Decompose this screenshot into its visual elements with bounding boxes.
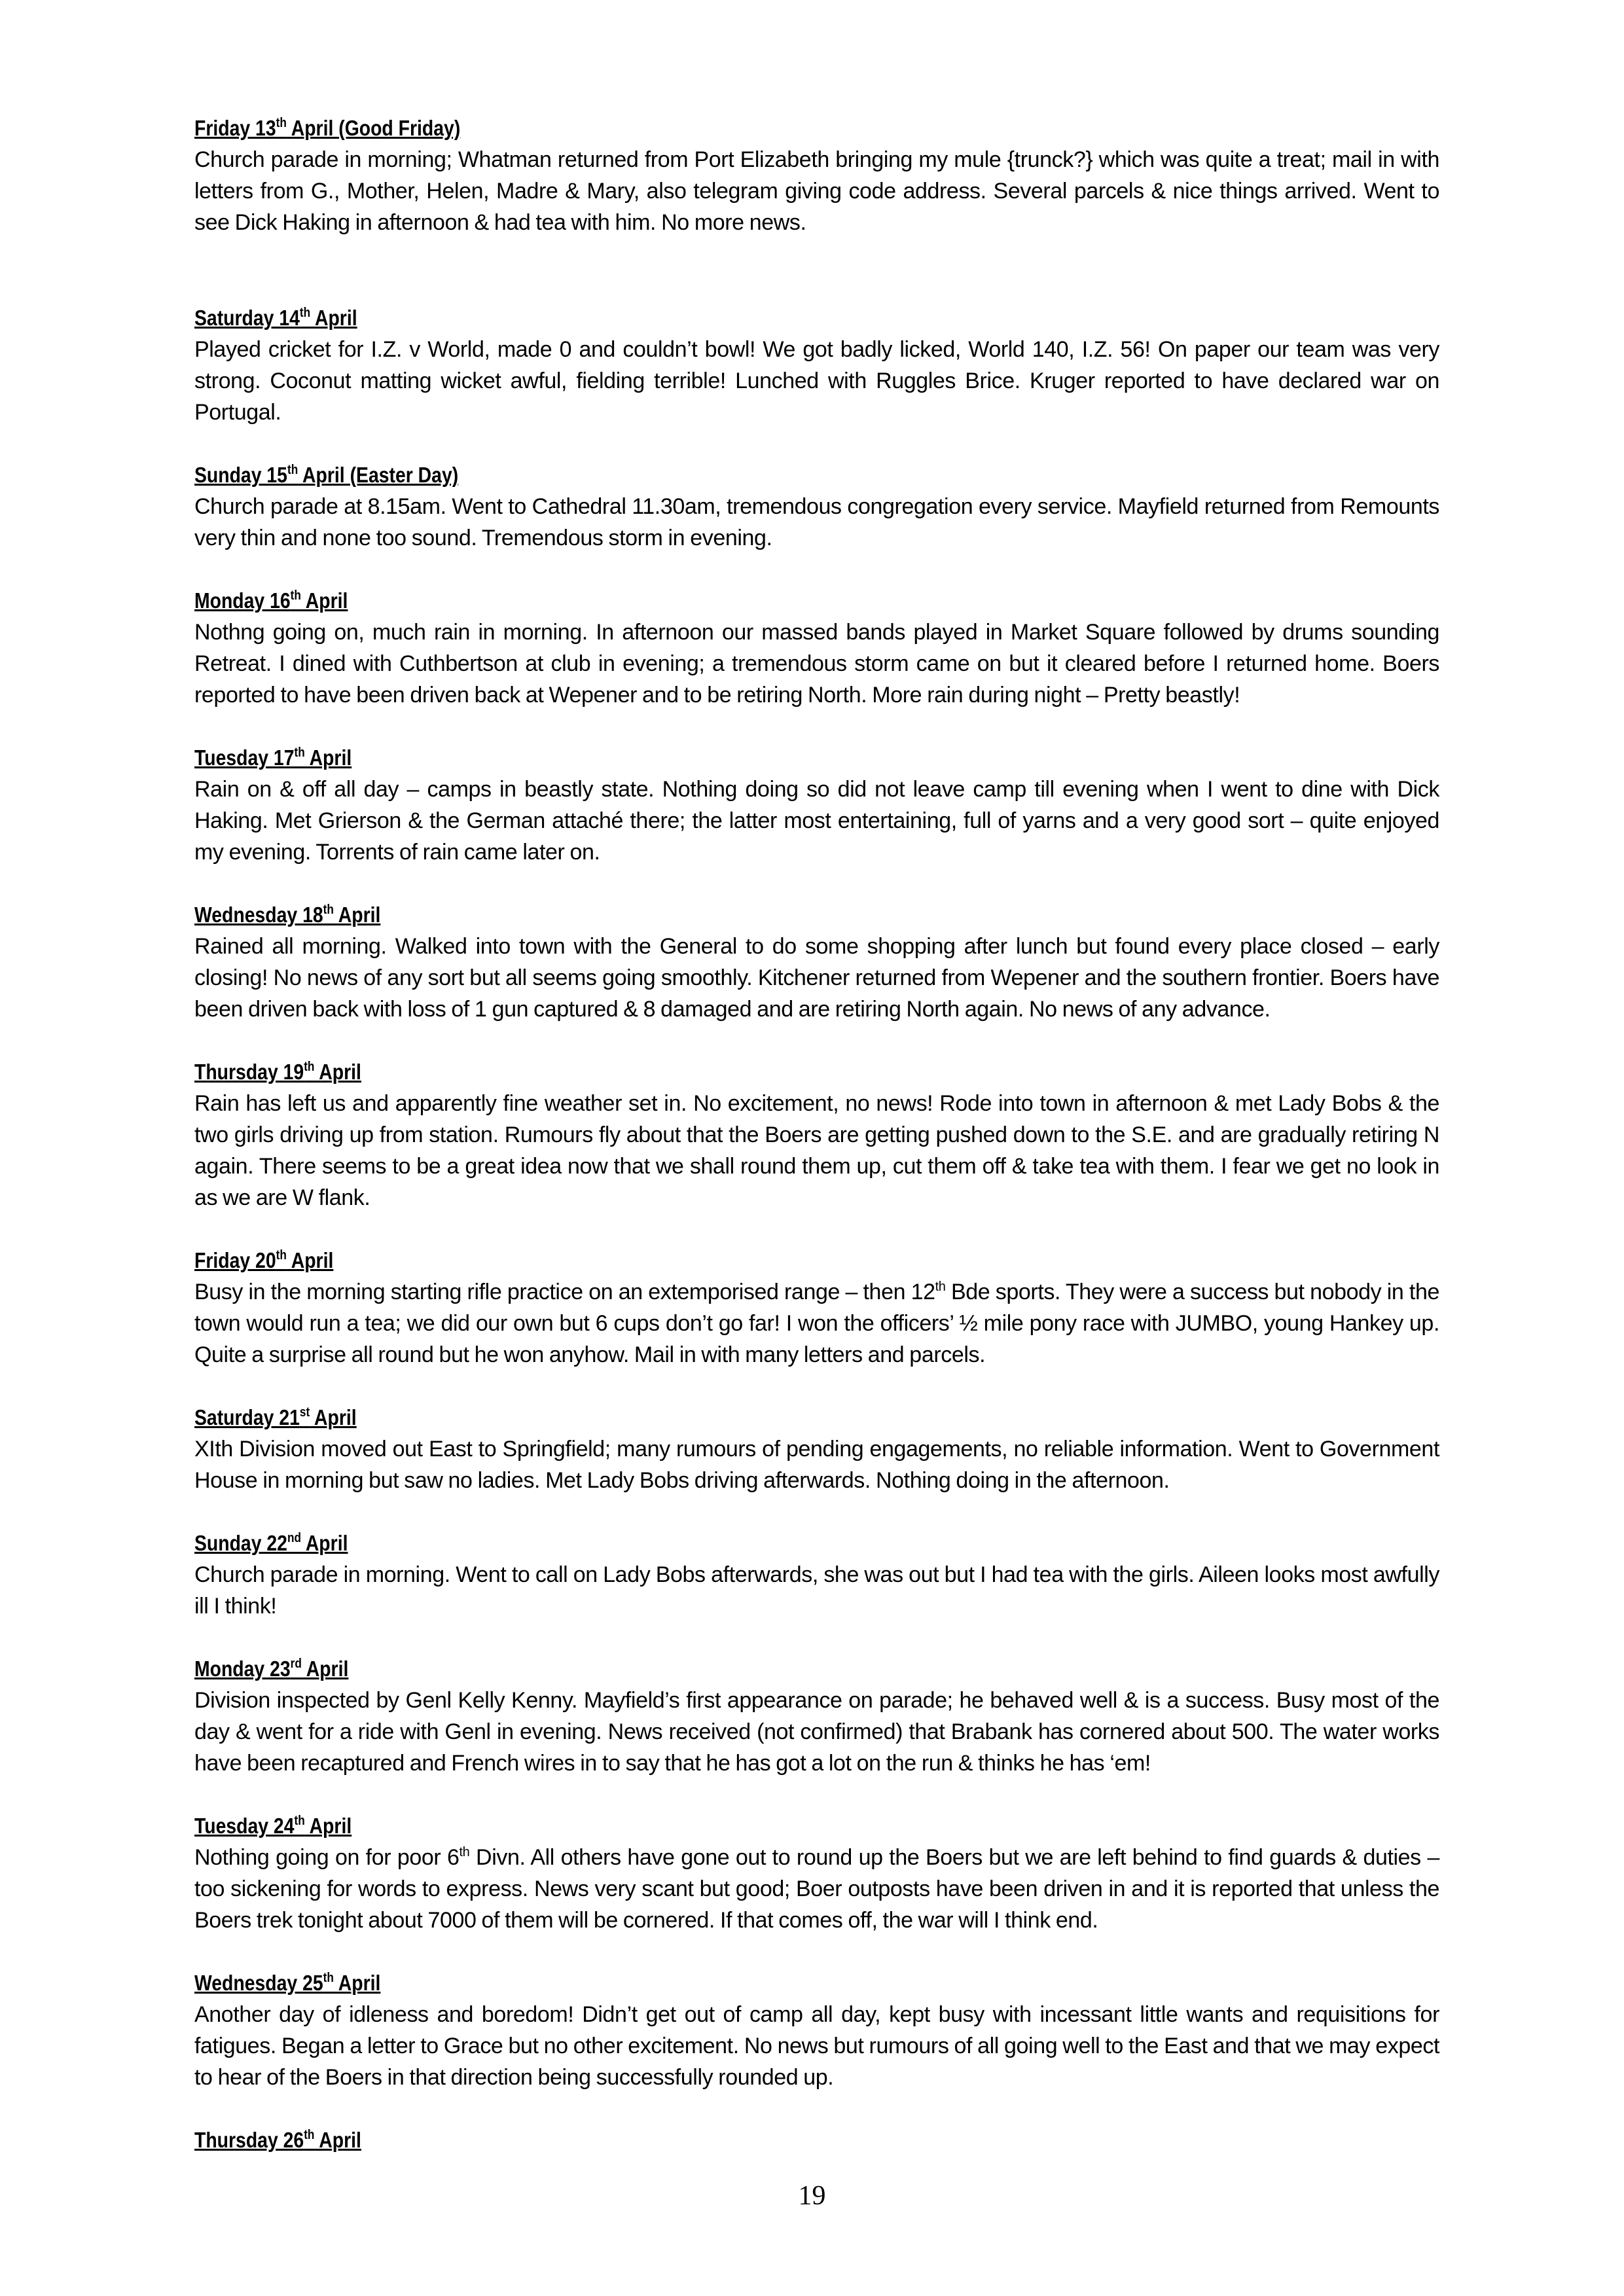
diary-page [194, 113, 1439, 2156]
entry-text: Division inspected by Genl Kelly Kenny. Mayfield’s first appearance on parade; he behaved well & is a success. Busy most of the day & went for a ride with Genl in evening. News received (not confirmed) that Brabank has cornered about 500. The water works have been recaptured and French wires in to say that he has got a lot on the run & thinks he has ‘em! [194, 1688, 1439, 1776]
entry-text: Church parade in morning. Went to call on Lady Bobs afterwards, she was out but I had tea with the girls. Aileen looks most awfully ill I think! [194, 1562, 1439, 1619]
entry-heading: Thursday 26th April [194, 2128, 361, 2152]
entry-heading: Wednesday 18th April [194, 903, 381, 927]
entry-text: Played cricket for I.Z. v World, made 0 and couldn’t bowl! We got badly licked, World 140, I.Z. 56! On paper our team was very strong. Coconut matting wicket awful, fielding terrible! Lunched with Ruggles Brice. Kruger reported to have declared war on Portugal. [194, 337, 1439, 425]
diary-entry [194, 1528, 1439, 1622]
diary-entry [194, 585, 1439, 711]
diary-entry [194, 1056, 1439, 1213]
diary-entry [194, 1402, 1439, 1496]
entry-heading: Sunday 15th April (Easter Day) [194, 463, 459, 487]
diary-entry [194, 742, 1439, 868]
entry-text: Rain has left us and apparently fine weather set in. No excitement, no news! Rode into town in afternoon & met Lady Bobs & the two girls driving up from station. Rumours fly about that the Boers are getting pushed down to the S.E. and are gradually retiring N again. There seems to be a great idea now that we shall round them up, cut them off & take tea with them. I fear we get no look in as we are W flank. [194, 1091, 1439, 1210]
diary-entry [194, 2125, 1439, 2156]
diary-entry [194, 302, 1439, 428]
entry-heading: Sunday 22nd April [194, 1531, 348, 1555]
diary-entry [194, 1810, 1439, 1936]
diary-entry [194, 1653, 1439, 1779]
entry-text: Rain on & off all day – camps in beastly state. Nothing doing so did not leave camp till evening when I went to dine with Dick Haking. Met Grierson & the German attaché there; the latter most entertaining, full of yarns and a very good sort – quite enjoyed my evening. Torrents of rain came later on. [194, 777, 1439, 865]
entry-heading: Saturday 21st April [194, 1405, 357, 1429]
entry-heading: Friday 20th April [194, 1248, 334, 1272]
entry-heading: Monday 23rd April [194, 1657, 349, 1681]
entry-text: Another day of idleness and boredom! Didn’t get out of camp all day, kept busy with incessant little wants and requisitions for fatigues. Began a letter to Grace but no other excitement. No news but rumours of all going well to the East and that we may expect to hear of the Boers in that direction being successfully rounded up. [194, 2002, 1439, 2090]
diary-entry [194, 1967, 1439, 2093]
diary-entry [194, 899, 1439, 1025]
page-number: 19 [798, 2181, 826, 2211]
entry-heading: Tuesday 24th April [194, 1814, 352, 1838]
diary-entry [194, 459, 1439, 554]
entry-text: Church parade in morning; Whatman returned from Port Elizabeth bringing my mule {trunck?} which was quite a treat; mail in with letters from G., Mother, Helen, Madre & Mary, also telegram giving code address. Several parcels & nice things arrived. Went to see Dick Haking in afternoon & had tea with him. No more news. [194, 147, 1439, 235]
entry-text: Nothing going on for poor 6th Divn. All others have gone out to round up the Boers but we are left behind to find guards & duties – too sickening for words to express. News very scant but good; Boer outposts have been driven in and it is reported that unless the Boers trek tonight about 7000 of them will be cornered. If that comes off, the war will I think end. [194, 1845, 1439, 1933]
entry-text: Rained all morning. Walked into town with the General to do some shopping after lunch but found every place closed – early closing! No news of any sort but all seems going smoothly. Kitchener returned from Wepener and the southern frontier. Boers have been driven back with loss of 1 gun captured & 8 damaged and are retiring North again. No news of any advance. [194, 934, 1439, 1022]
entry-heading: Saturday 14th April [194, 306, 357, 330]
entry-heading: Monday 16th April [194, 588, 348, 613]
entry-text: Busy in the morning starting rifle practice on an extemporised range – then 12th Bde sports. They were a success but nobody in the town would run a tea; we did our own but 6 cups don’t go far! I won the officers’ ½ mile pony race with JUMBO, young Hankey up. Quite a surprise all round but he won anyhow. Mail in with many letters and parcels. [194, 1280, 1439, 1367]
entry-heading: Wednesday 25th April [194, 1971, 381, 1995]
entry-heading: Friday 13th April (Good Friday) [194, 116, 461, 140]
entry-text: Nothng going on, much rain in morning. In afternoon our massed bands played in Market Square followed by drums sounding Retreat. I dined with Cuthbertson at club in evening; a tremendous storm came on but it cleared before I returned home. Boers reported to have been driven back at Wepener and to be retiring North. More rain during night – Pretty beastly! [194, 620, 1439, 708]
diary-entry [194, 1245, 1439, 1371]
entry-heading: Tuesday 17th April [194, 745, 352, 770]
entry-text: Church parade at 8.15am. Went to Cathedral 11.30am, tremendous congregation every service. Mayfield returned from Remounts very thin and none too sound. Tremendous storm in evening. [194, 494, 1439, 550]
entry-text: XIth Division moved out East to Springfield; many rumours of pending engagements, no reliable information. Went to Government House in morning but saw no ladies. Met Lady Bobs driving afterwards. Nothing doing in the afternoon. [194, 1437, 1439, 1493]
entry-heading: Thursday 19th April [194, 1060, 361, 1084]
diary-entry [194, 113, 1439, 238]
